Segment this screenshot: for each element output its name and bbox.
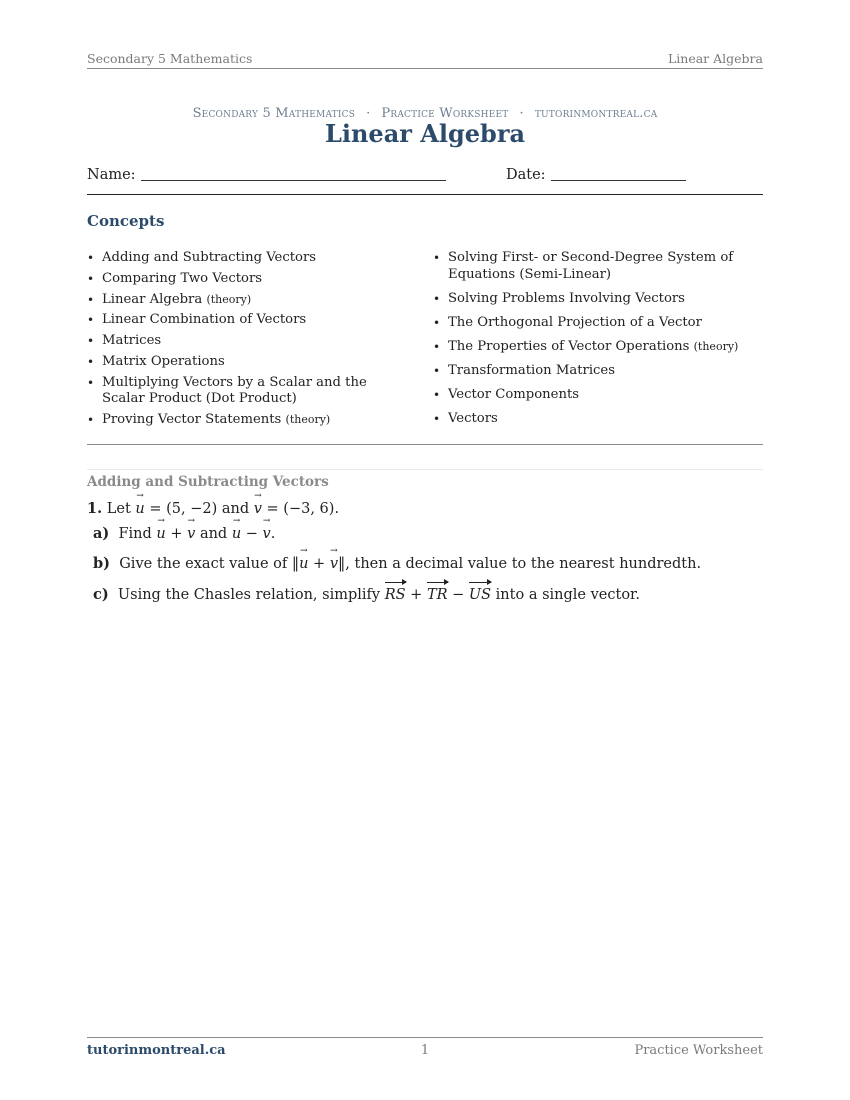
worksheet-page <box>87 0 763 1100</box>
list-item <box>87 292 407 309</box>
footer-divider <box>87 1037 763 1038</box>
list-item <box>433 411 763 428</box>
running-header-right: Linear Algebra <box>667 51 763 66</box>
concept-text: Solving Problems Involving Vectors <box>448 290 685 306</box>
concept-text: The Orthogonal Projection of a Vector <box>448 314 702 330</box>
concept-text: Linear Combination of Vectors <box>102 312 307 328</box>
date-field <box>506 166 686 183</box>
name-label: Name: <box>87 167 136 183</box>
theory-note: (theory) <box>206 292 252 306</box>
part-label: a) <box>93 525 110 542</box>
kicker-course: Secondary 5 Mathematics <box>192 106 356 121</box>
concept-text: Proving Vector Statements <box>102 412 282 428</box>
list-item <box>87 250 407 267</box>
list-item <box>433 363 763 380</box>
part-text: Find u → + v → and u → − v →. <box>114 526 275 542</box>
running-header <box>87 51 763 69</box>
kicker-doc-type: Practice Worksheet <box>381 106 509 121</box>
section-divider <box>87 469 763 470</box>
date-label: Date: <box>506 167 546 183</box>
name-blank-line[interactable] <box>141 166 446 181</box>
concepts-divider <box>87 444 763 445</box>
part-text: Give the exact value of ‖u → + v →‖, then a decimal value to the nearest hundredth. <box>115 556 701 572</box>
question-stem: Let u → = (5, −2) and v → = (−3, 6). <box>107 501 339 517</box>
concepts-list-right <box>433 250 763 435</box>
concept-text: Transformation Matrices <box>448 362 616 378</box>
list-item <box>87 412 407 429</box>
name-date-row <box>87 166 763 186</box>
list-item <box>87 271 407 288</box>
concept-text: Matrices <box>102 333 162 349</box>
header-divider <box>87 194 763 195</box>
kicker-separator: · <box>366 106 371 121</box>
list-item <box>433 387 763 404</box>
concepts-heading: Concepts <box>87 212 165 230</box>
page-number: 1 <box>420 1043 430 1058</box>
page-title: Linear Algebra <box>324 119 526 148</box>
concepts-list-left <box>87 250 407 433</box>
concept-text: Vector Components <box>448 386 580 402</box>
concept-text: Adding and Subtracting Vectors <box>102 250 317 265</box>
concept-text: Linear Algebra <box>102 291 203 307</box>
kicker-separator: · <box>519 106 524 121</box>
running-header-left: Secondary 5 Mathematics <box>87 51 253 66</box>
part-label: b) <box>93 555 110 572</box>
date-blank-line[interactable] <box>551 166 686 181</box>
list-item <box>87 375 407 408</box>
part-text: Using the Chasles relation, simplify RS + TR − US into a single vector. <box>113 587 640 603</box>
footer-doc-type: Practice Worksheet <box>634 1043 763 1058</box>
concept-text: Multiplying Vectors by a Scalar and the Scalar Product (Dot Product) <box>102 374 367 407</box>
footer-site: tutorinmontreal.ca <box>87 1043 226 1058</box>
theory-note: (theory) <box>693 339 739 353</box>
concept-text: Matrix Operations <box>102 353 225 369</box>
list-item <box>87 333 407 350</box>
question-number: 1. <box>87 500 103 517</box>
concept-text: Vectors <box>448 410 498 426</box>
list-item <box>87 354 407 371</box>
list-item <box>433 339 763 356</box>
concept-text: The Properties of Vector Operations <box>448 338 690 354</box>
name-field <box>87 166 446 183</box>
list-item <box>433 250 763 283</box>
concept-text: Solving First- or Second-Degree System of Equations (Semi-Linear) <box>448 250 734 282</box>
list-item <box>433 315 763 332</box>
question-part-c <box>93 586 640 603</box>
theory-note: (theory) <box>285 413 331 427</box>
concept-text: Comparing Two Vectors <box>102 270 263 286</box>
section-heading: Adding and Subtracting Vectors <box>87 474 329 490</box>
kicker-site: tutorinmontreal.ca <box>534 106 658 121</box>
question-part-b <box>93 555 701 572</box>
question-part-a <box>93 525 275 542</box>
list-item <box>87 312 407 329</box>
list-item <box>433 291 763 308</box>
question-1 <box>87 500 339 517</box>
part-label: c) <box>93 586 109 603</box>
